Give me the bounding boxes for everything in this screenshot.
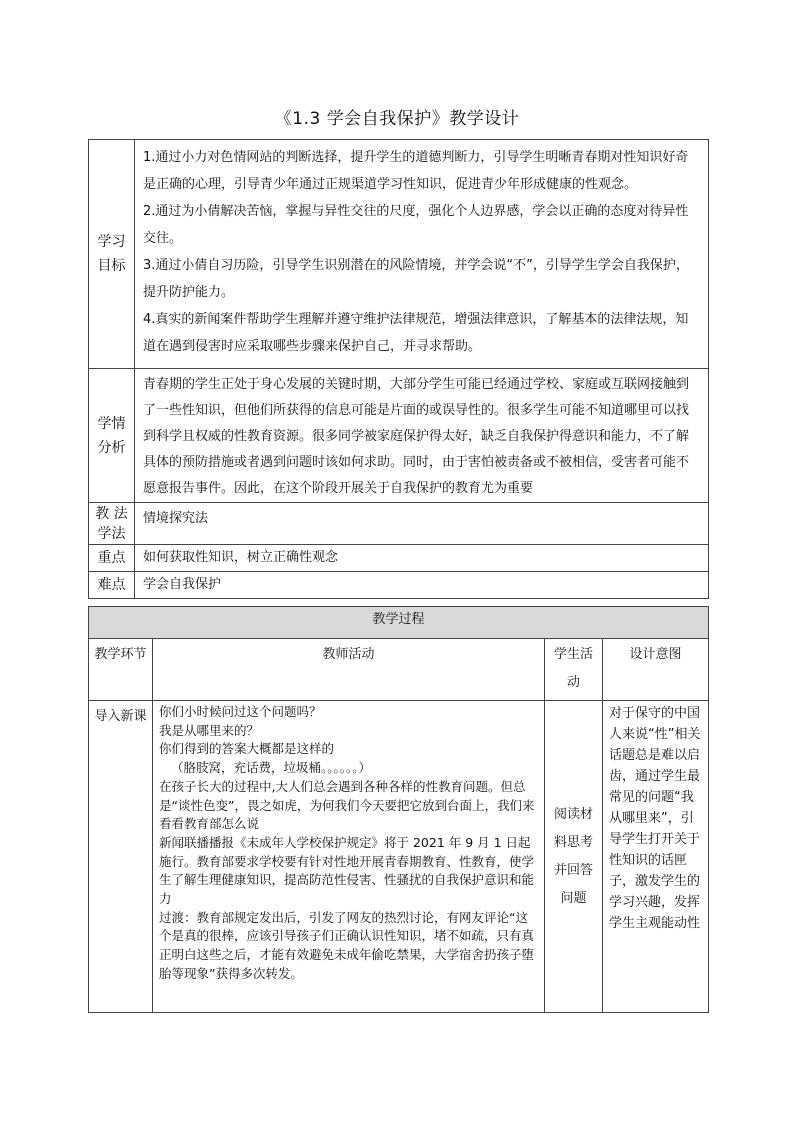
goal-item: 1.通过小力对色情网站的判断选择，提升学生的道德判断力，引导学生明晰青春期对性知识好奇是正确的心理，引导青少年通过正规渠道学习性知识，促进青少年形成健康的性观念。	[143, 150, 689, 192]
design-intent: 对于保守的中国人来说“性”相关话题总是难以启齿，通过学生最常见的问题“我从哪里来”，引导学生打开关于性知识的话匣子，激发学生的学习兴趣，发挥学生主观能动性	[603, 701, 709, 1013]
teacher-line: 在孩子长大的过程中,大人们总会遇到各种各样的性教育问题。但总是“谈性色变”，畏之如虎，为何我们今天要把它放到台面上，我们来看看教育部怎么说	[159, 778, 535, 832]
column-header: 教学环节	[89, 639, 153, 701]
teacher-line: 新闻联播播报《未成年人学校保护规定》将于 2021 年 9 月 1 日起施行。教育部要求学校要有针对性地开展青春期教育、性教育，使学生了解生理健康知识，提高防范性侵害、性骚扰的自我保护意识和能力	[159, 834, 535, 907]
process-table	[88, 606, 709, 1013]
lesson-plan-table	[88, 139, 709, 599]
stage-cell: 导入新课	[89, 701, 153, 1013]
column-header: 设计意图	[603, 639, 709, 701]
teacher-line: 你们得到的答案大概都是这样的	[159, 741, 335, 757]
goal-item: 3.通过小倩自习历险，引导学生识别潜在的风险情境，并学会说“不”，引导学生学会自我保护，提升防护能力。	[143, 258, 689, 300]
analysis-text: 青春期的学生正处于身心发展的关键时期，大部分学生可能已经通过学校、家庭或互联网接触到了一些性知识，但他们所获得的信息可能是片面的或误导性的。很多学生可能不知道哪里可以找到科学且权威的性教育资源。很多同学被家庭保护得太好，缺乏自我保护得意识和能力，不了解具体的预防措施或者遇到问题时该如何求助。同时，由于害怕被责备或不被相信，受害者可能不愿意报告事件。因此，在这个阶段开展关于自我保护的教育尤为重要	[135, 369, 709, 503]
teacher-line: （胳肢窝，充话费，垃圾桶。。。。。。）	[171, 760, 372, 776]
column-header: 学生活动	[545, 639, 603, 701]
page-title: 《1.3 学会自我保护》教学设计	[274, 109, 520, 129]
focus-value: 如何获取性知识，树立正确性观念	[135, 545, 709, 572]
teacher-line: 你们小时候问过这个问题吗？	[159, 704, 322, 719]
focus-label: 重点	[89, 545, 135, 572]
process-header: 教学过程	[89, 607, 709, 639]
difficulty-label: 难点	[89, 572, 135, 599]
goals-cell	[135, 140, 709, 369]
goals-label: 学习 目标	[89, 140, 135, 369]
goal-item: 2.通过为小倩解决苦恼，掌握与异性交往的尺度，强化个人边界感，学会以正确的态度对待异性交往。	[143, 204, 689, 246]
teacher-line: 我是从哪里来的？	[159, 722, 260, 738]
teacher-line: 过渡：教育部规定发出后，引发了网友的热烈讨论，有网友评论“这个是真的很棒，应该引导孩子们正确认识性知识，堵不如疏，只有真正明白这些之后，才能有效避免未成年偷吃禁果，大学宿舍扔孩子堕胎等现象”获得多次转发。	[159, 909, 535, 981]
teacher-activity	[153, 701, 545, 1013]
method-label: 教 法 学法	[89, 503, 135, 545]
analysis-label: 学情 分析	[89, 369, 135, 503]
goal-item: 4.真实的新闻案件帮助学生理解并遵守维护法律规范，增强法律意识，了解基本的法律法规，知道在遇到侵害时应采取哪些步骤来保护自己，并寻求帮助。	[143, 312, 689, 354]
column-header: 教师活动	[153, 639, 545, 701]
difficulty-value: 学会自我保护	[135, 572, 709, 599]
method-value: 情境探究法	[135, 503, 709, 545]
student-activity: 阅读材料思考并回答问题	[545, 701, 603, 1013]
